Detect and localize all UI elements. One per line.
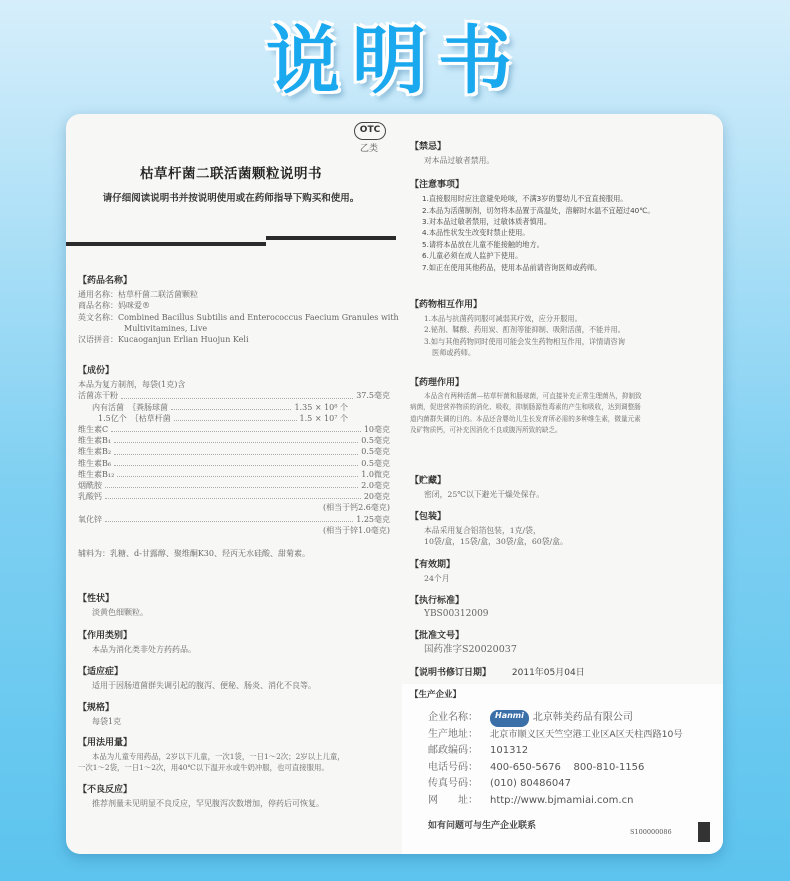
precaution-item: 3.对本品过敏者禁用，过敏体质者慎用。 [422,217,552,227]
packaging-line: 本品采用复合铝箔包装，1克/袋， [424,526,541,536]
company-info [428,710,718,809]
header-rule-left [66,242,266,246]
strain-name: 粪肠球菌 [136,402,168,412]
interaction-line: 3.如与其他药物同时使用可能会发生药物相互作用，详情请咨询 [424,336,625,346]
pharmacology-title: 【药理作用】 [410,378,465,388]
ingredient-name: 维生素B₂ [78,447,112,457]
ingredient-value: 0.5毫克 [361,447,390,457]
ingredient-row [78,424,390,435]
instruction-sheet [66,114,723,854]
ingredient-row [78,480,390,491]
ingredient-value: 20毫克 [363,492,390,502]
ingredient-row [78,435,390,446]
category-title: 【作用类别】 [78,631,133,641]
adverse-text: 推荐剂量未见明显不良反应，罕见腹泻次数增加，停药后可恢复。 [92,799,324,809]
left-column [66,114,399,854]
banner-title: 说明书 [266,18,524,104]
company-value: 101312 [490,745,529,756]
company-key: 网 址： [428,794,478,806]
ingredient-value: 10毫克 [363,425,390,435]
strain-name: 枯草杆菌 [138,413,171,423]
ingredient-value: 1.0微克 [361,469,390,479]
approval-title: 【批准文号】 [410,631,465,641]
ingredient-row [78,390,390,401]
name-line: 通用名称：枯草杆菌二联活菌颗粒 [78,290,198,300]
revision-row [410,665,585,678]
ingredient-name: 维生素C [78,425,109,435]
strain-value: 1.5 × 10⁷ 个 [299,413,348,423]
contraindications-section [410,142,715,166]
company-key: 传真号码： [428,778,478,789]
pharmacology-line: 病菌，促进营养物质的消化、吸收，抑制肠源性毒素的产生和吸收，达到调整肠 [410,403,641,412]
precaution-item: 5.请将本品放在儿童不能接触的地方。 [422,239,544,249]
company-row [428,727,718,744]
packaging-line: 10袋/盒，15袋/盒，30袋/盒，60袋/盒。 [424,537,568,547]
pharmacology-section [410,378,715,436]
ingredient-row [78,446,390,457]
adverse-title: 【不良反应】 [78,785,133,795]
otc-badge: OTC [354,122,386,140]
approval-text: 国药准字S20020037 [424,644,517,656]
usage-section [78,738,390,774]
standard-title: 【执行标准】 [410,596,465,606]
company-value: 北京韩美药品有限公司 [532,712,633,723]
interactions-section [410,300,715,358]
ingredients-section-title: 【成份】 [78,366,115,376]
live-bacteria-label: 内有活菌 [92,402,124,412]
ingredient-name: 维生素B₁ [78,436,112,446]
ingredient-name: 烟酰胺 [78,481,102,491]
ingredient-value: 0.5毫克 [361,458,390,468]
ingredient-value: 37.5毫克 [356,391,390,401]
company-title: 【生产企业】 [410,690,462,700]
precaution-item: 7.如正在使用其他药品，使用本品前请咨询医师或药师。 [422,262,602,272]
company-row [428,760,718,777]
calcium-note: (相当于钙2.6毫克) [323,503,390,513]
document-code: S100000086 [630,828,672,836]
company-row [428,743,718,760]
precaution-item: 4.本品性状发生改变时禁止使用。 [422,228,530,238]
zinc-note: (相当于锌1.0毫克) [323,525,390,535]
indications-section [78,667,390,691]
document-title: 枯草杆菌二联活菌颗粒说明书 [140,166,322,182]
company-key: 生产地址： [428,728,478,740]
pharmacology-line: 本品含有两种活菌—枯草杆菌和肠球菌，可直接补充正常生理菌丛，抑制致 [424,392,642,401]
traits-title: 【性状】 [78,594,115,604]
approval-section [410,631,715,655]
contact-note: 如有问题可与生产企业联系 [428,821,537,831]
ingredients-intro: 本品为复方制剂，每袋(1克)含 [78,380,186,390]
packaging-title: 【包装】 [410,512,447,522]
usage-title: 【用法用量】 [78,738,133,748]
company-key: 邮政编码： [428,745,478,756]
company-row [428,776,718,793]
interaction-line: 2.铋剂、鞣酸、药用炭、酊剂等能抑制、吸附活菌，不能并用。 [424,325,625,335]
precautions-section [410,180,715,273]
header-rule-right [266,236,396,240]
ingredient-value: 1.25毫克 [356,514,390,524]
ingredient-row: 1.5亿个 ｛枯草杆菌 1.5 × 10⁷ 个 [98,413,348,423]
interaction-line: 医师或药师。 [432,347,476,357]
spec-title: 【规格】 [78,703,115,713]
company-value: http://www.bjmamiai.com.cn [490,794,634,806]
standard-section [410,596,715,620]
print-mark [698,822,710,842]
revision-label: 【说明书修订日期】 [410,668,492,678]
category-section [78,631,390,655]
standard-text: YBS00312009 [424,609,489,620]
right-column [402,114,723,854]
precaution-item: 6.儿童必须在成人监护下使用。 [422,251,523,261]
indications-title: 【适应症】 [78,667,124,677]
contraindications-text: 对本品过敏者禁用。 [424,156,495,166]
ingredient-name: 维生素B₁₂ [78,469,115,479]
name-line: 汉语拼音：Kucaoganjun Erlian Huojun Keli [78,335,249,345]
company-key: 电话号码： [428,761,478,773]
company-row [428,793,718,810]
name-line: 英文名称：Combined Bacillus Subtilis and Enterococcus Faecium Granules with [78,312,399,322]
pharmacology-line: 道内菌群失调的目的。本品还含婴幼儿生长发育所必需的多种维生素，微量元素 [410,414,641,423]
adverse-section [78,785,390,809]
pharmacology-line: 及矿物质钙，可补充因消化不良或腹泻所致的缺乏。 [410,425,562,434]
interaction-line: 1.本品与抗菌药同服可减弱其疗效，应分开服用。 [424,314,582,324]
storage-title: 【贮藏】 [410,476,447,486]
spec-section [78,703,390,727]
ingredient-name: 乳酸钙 [78,492,102,502]
otc-class-label: 乙类 [360,144,379,154]
traits-section [78,594,390,618]
company-section [402,684,723,854]
precaution-item: 2.本品为活菌制剂，切勿将本品置于高温处，溶解时水温不宜超过40℃。 [422,205,655,215]
ingredient-row [78,491,390,502]
strain-value: 1.35 × 10⁸ 个 [294,402,348,412]
usage-line: 本品为儿童专用药品，2岁以下儿童，一次1袋，一日1～2次；2岁以上儿童， [92,752,345,762]
name-section [78,276,399,345]
ingredient-value: 0.5毫克 [361,436,390,446]
name-line: Multivitamines, Live [124,323,208,333]
ingredient-name: 氧化锌 [78,514,102,524]
revision-date: 2011年05月04日 [511,668,585,678]
hanmi-logo: Hanmi [490,710,529,727]
ingredient-row [78,514,390,525]
document-warning: 请仔细阅读说明书并按说明使用或在药师指导下购买和使用。 [102,193,360,204]
contraindications-title: 【禁忌】 [410,142,447,152]
live-bacteria-count: 1.5亿个 [98,413,127,423]
category-text: 本品为消化类非处方药药品。 [92,645,196,655]
storage-section [410,476,715,500]
ingredients-section [78,366,390,559]
company-row [428,710,718,727]
name-line: 商品名称：妈咪爱® [78,301,150,311]
validity-section [410,560,715,584]
precautions-title: 【注意事项】 [410,180,465,190]
packaging-section [410,512,715,548]
ingredient-row [78,458,390,469]
usage-line: 一次1～2袋，一日1～2次，用40℃以下温开水或牛奶冲服，也可直接服用。 [78,763,329,773]
ingredient-name: 维生素B₆ [78,458,112,468]
interactions-title: 【药物相互作用】 [410,300,483,310]
company-value: (010) 80486047 [490,778,571,789]
spec-text: 每袋1克 [92,717,122,727]
company-value: 400-650-5676 800-810-1156 [490,761,645,773]
company-value: 北京市顺义区天竺空港工业区A区天柱西路10号 [490,728,683,740]
ingredient-row [78,469,390,480]
ingredient-name: 活菌冻干粉 [78,391,118,401]
ingredient-row: 内有活菌 ｛粪肠球菌 1.35 × 10⁸ 个 [92,402,348,412]
validity-title: 【有效期】 [410,560,456,570]
indications-text: 适用于因肠道菌群失调引起的腹泻、便秘、肠炎、消化不良等。 [92,681,316,691]
company-key: 企业名称： [428,712,478,723]
ingredient-value: 2.0毫克 [361,481,390,491]
excipients: 辅料为：乳糖、d-甘露醇、聚维酮K30、羟丙无水硅酸、甜菊素。 [78,549,310,559]
validity-text: 24个月 [424,574,450,584]
traits-text: 淡黄色细颗粒。 [92,608,148,618]
name-section-title: 【药品名称】 [78,276,133,286]
storage-text: 密闭，25℃以下避光干燥处保存。 [424,490,545,500]
banner [0,0,790,110]
precaution-item: 1.直接服用时应注意避免呛咳，不满3岁的婴幼儿不宜直接服用。 [422,194,628,204]
